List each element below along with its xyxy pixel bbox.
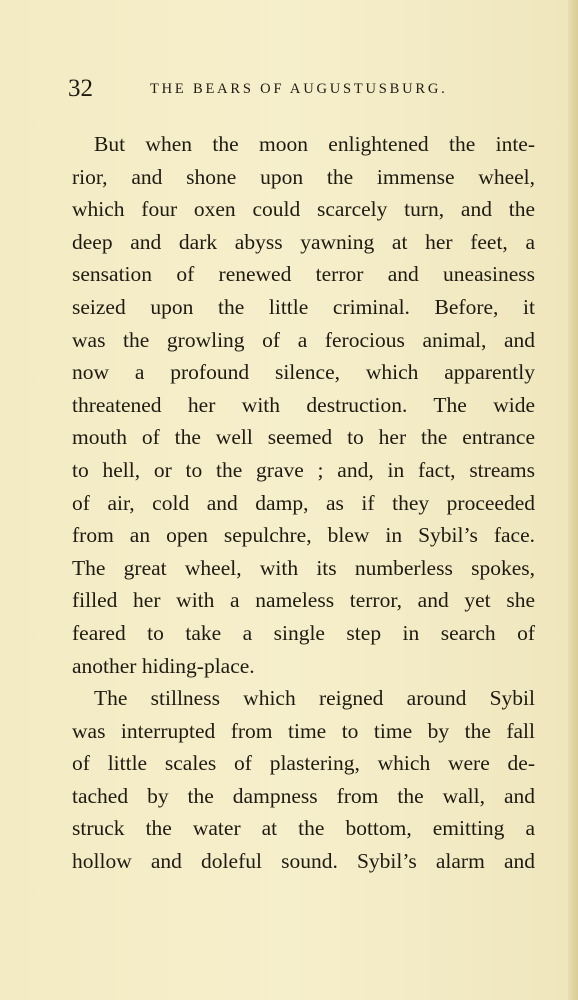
body-text [72,128,535,878]
running-title: THE BEARS OF AUGUSTUSBURG. [150,81,448,97]
text-line: But when the moon enlightened the inte- [94,132,535,156]
text-line: to hell, or to the grave ; and, in fact, streams [72,457,535,482]
text-line: struck the water at the bottom, emitting a [72,816,535,841]
text-line: now a profound silence, which apparently [72,360,535,385]
text-line: mouth of the well seemed to her the entrance [72,425,535,450]
text-line: deep and dark abyss yawning at her feet, a [72,229,535,254]
page-number: 32 [68,75,93,102]
text-line: rior, and shone upon the immense wheel, [72,164,535,189]
text-line: filled her with a nameless terror, and yet she [72,588,535,613]
text-line: seized upon the little criminal. Before, it [72,294,535,319]
text-line: The stillness which reigned around Sybil [94,686,535,711]
text-line: hollow and doleful sound. Sybil’s alarm and [72,849,535,874]
text-line: The great wheel, with its numberless spokes, [72,555,535,580]
page-edge [568,0,578,1000]
text-line: was interrupted from time to time by the fall [72,718,535,743]
text-line: of little scales of plastering, which were de- [72,751,535,776]
text-line: tached by the dampness from the wall, and [72,783,535,808]
text-line: sensation of renewed terror and uneasiness [72,262,535,287]
paragraph-1 [72,128,535,682]
text-line: from an open sepulchre, blew in Sybil’s face. [72,523,535,548]
paragraph-2 [72,682,535,878]
text-line: of air, cold and damp, as if they proceeded [72,490,535,515]
text-line: threatened her with destruction. The wide [72,392,535,417]
text-line: feared to take a single step in search of [72,620,535,645]
text-line: another hiding-place. [72,653,255,678]
text-line: which four oxen could scarcely turn, and the [72,197,535,222]
page-header [68,73,530,105]
text-line: was the growling of a ferocious animal, and [72,327,535,352]
